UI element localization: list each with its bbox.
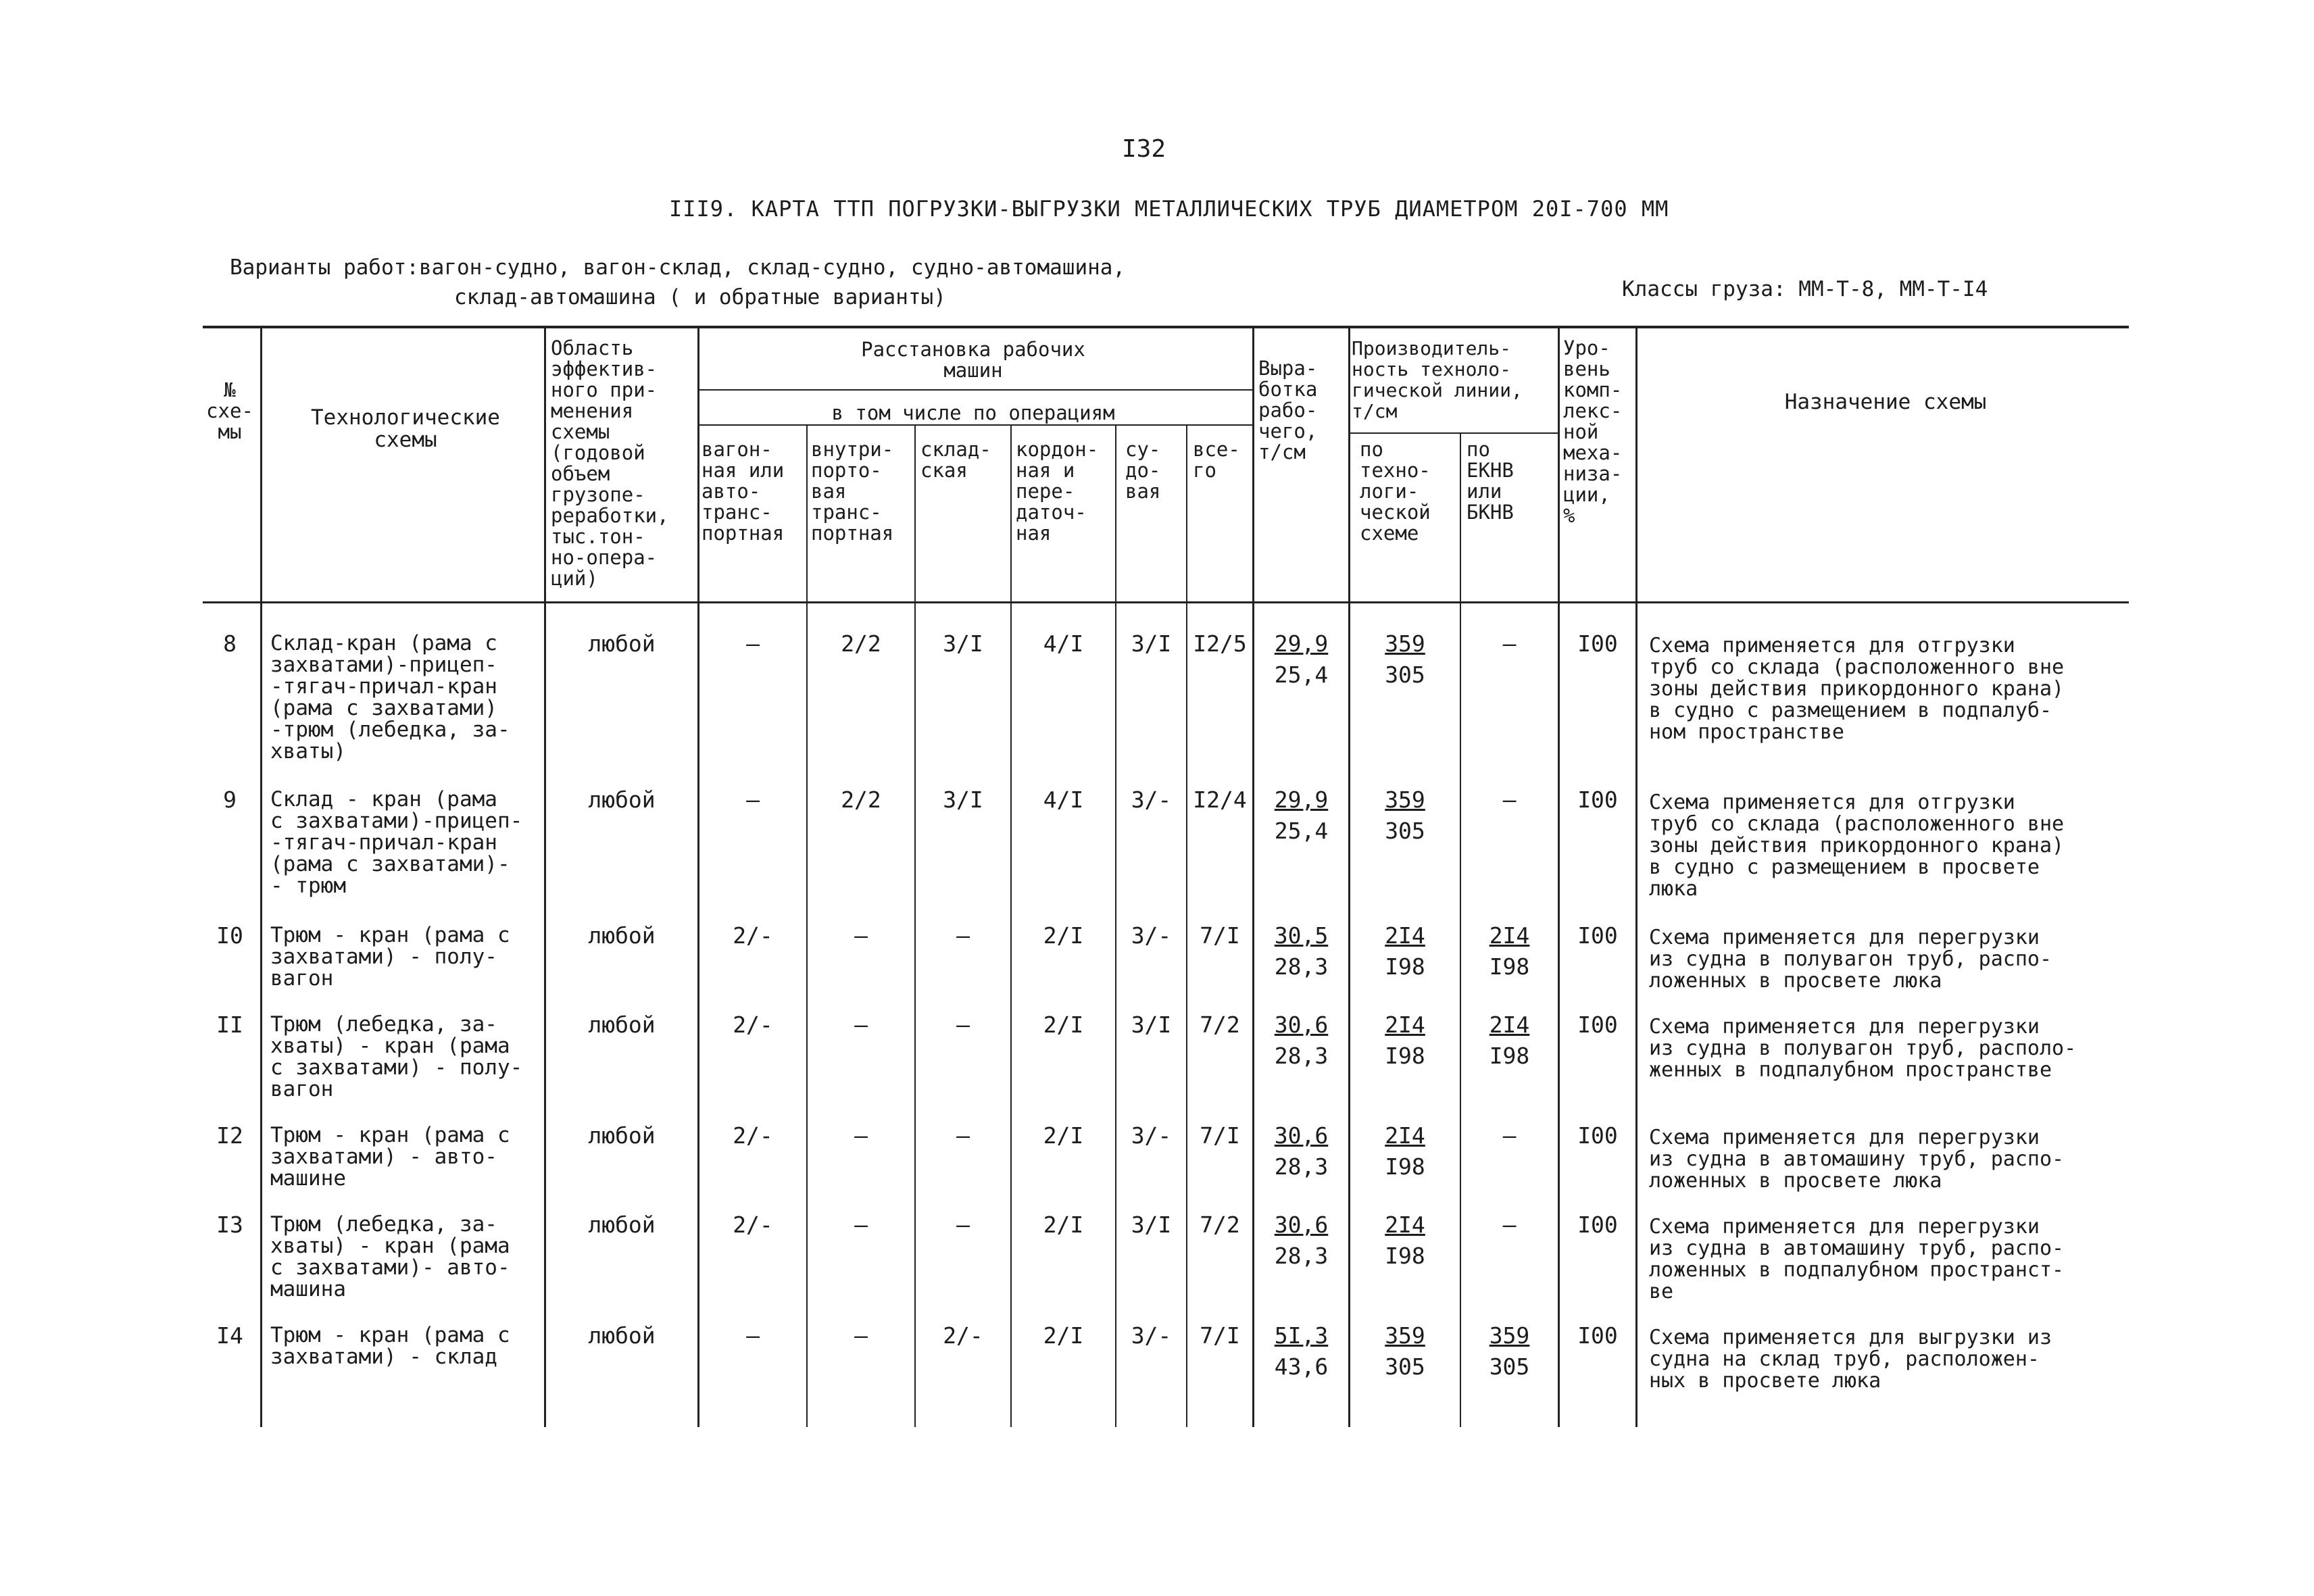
header-prod-by-scheme: по техно- логи- ческой схеме [1360, 438, 1431, 545]
row-prod-ekn-2: I98 [1489, 1043, 1530, 1069]
row-area: любой [588, 1122, 656, 1149]
row-mechanization: I00 [1577, 1322, 1618, 1349]
row-op-storage: – [956, 922, 970, 949]
header-scheme-purpose: Назначение схемы [1784, 390, 1987, 414]
row-purpose: Схема применяется для отгрузки труб со склада (расположенного вне зоны действия прикордонного крана) в судно с размещением в подпалуб- ном пространстве [1649, 634, 2065, 744]
row-op-storage: – [956, 1012, 970, 1038]
row-tech-scheme: Склад - кран (рама с захватами)-прицеп- -тягач-причал-кран (рама с захватами)- - трюм [270, 787, 523, 898]
row-prod-ekn-1: – [1502, 787, 1517, 813]
row-op-quay: 2/I [1043, 1012, 1084, 1038]
row-prod-ekn-1: – [1502, 1122, 1517, 1149]
row-op-wagon: 2/- [733, 1122, 773, 1149]
row-output-planned: 30,6 [1274, 1012, 1329, 1038]
page-number: I32 [1122, 135, 1166, 163]
row-purpose: Схема применяется для перегрузки из судна в автомашину труб, распо- ложенных в подпалубном пространст- ве [1649, 1215, 2065, 1303]
row-area: любой [588, 922, 656, 949]
row-op-quay: 2/I [1043, 922, 1084, 949]
row-output-planned: 30,6 [1274, 1212, 1329, 1238]
row-op-storage: 2/- [943, 1322, 983, 1349]
row-op-storage: 3/I [943, 787, 983, 813]
header-machine-placement: Расстановка рабочих машин [861, 338, 1085, 382]
row-output-actual: 43,6 [1274, 1353, 1329, 1380]
row-op-total: I2/4 [1193, 787, 1247, 813]
row-output-planned: 5I,3 [1274, 1322, 1329, 1349]
row-op-intraport: – [854, 1212, 868, 1238]
row-op-quay: 4/I [1043, 630, 1084, 657]
row-op-total: 7/I [1200, 922, 1240, 949]
row-scheme-number: I3 [216, 1212, 243, 1238]
row-output-actual: 28,3 [1274, 953, 1329, 980]
row-op-wagon: 2/- [733, 922, 773, 949]
row-area: любой [588, 1012, 656, 1038]
header-op-ship: су- до- вая [1125, 438, 1161, 503]
row-prod-scheme-1: 359 [1385, 787, 1425, 813]
row-op-ship: 3/I [1131, 1012, 1172, 1038]
row-output-actual: 28,3 [1274, 1043, 1329, 1069]
row-prod-ekn-1: – [1502, 630, 1517, 657]
row-output-actual: 25,4 [1274, 662, 1329, 688]
row-output-actual: 28,3 [1274, 1153, 1329, 1180]
header-op-total: все- го [1193, 438, 1240, 482]
row-tech-scheme: Трюм - кран (рама с захватами) - полу- вагон [270, 923, 510, 991]
row-op-ship: 3/- [1131, 1122, 1172, 1149]
row-area: любой [588, 630, 656, 657]
row-op-total: 7/2 [1200, 1212, 1240, 1238]
row-prod-scheme-1: 359 [1385, 630, 1425, 657]
header-scheme-number: № схе- мы [206, 378, 253, 443]
row-purpose: Схема применяется для перегрузки из судна в полувагон труб, располо- женных в подпалубном пространстве [1649, 1015, 2077, 1082]
row-output-planned: 29,9 [1274, 787, 1329, 813]
row-op-ship: 3/- [1131, 1322, 1172, 1349]
row-op-wagon: 2/- [733, 1212, 773, 1238]
row-op-ship: 3/- [1131, 787, 1172, 813]
row-mechanization: I00 [1577, 1122, 1618, 1149]
row-op-storage: – [956, 1122, 970, 1149]
row-prod-scheme-2: 305 [1385, 662, 1425, 688]
row-op-wagon: – [746, 787, 760, 813]
row-prod-ekn-2: I98 [1489, 953, 1530, 980]
header-line-productivity: Производитель- ность техноло- гической линии, т/см [1352, 337, 1523, 422]
row-prod-scheme-2: I98 [1385, 953, 1425, 980]
row-prod-scheme-1: 2I4 [1385, 922, 1425, 949]
row-output-planned: 30,6 [1274, 1122, 1329, 1149]
row-op-ship: 3/I [1131, 630, 1172, 657]
row-output-actual: 25,4 [1274, 818, 1329, 844]
document-title: III9. КАРТА ТТП ПОГРУЗКИ-ВЫГРУЗКИ МЕТАЛЛИЧЕСКИХ ТРУБ ДИАМЕТРОМ 20I-700 ММ [669, 196, 1669, 222]
table-top-rule [203, 326, 2129, 328]
header-technological-schemes: Технологические схемы [311, 405, 500, 452]
header-mechanization-level: Уро- вень комп- лекс- ной меха- низа- ции, % [1563, 336, 1623, 527]
row-op-intraport: 2/2 [841, 787, 881, 813]
row-op-wagon: – [746, 1322, 760, 1349]
row-tech-scheme: Трюм (лебедка, за- хваты) - кран (рама с захватами) - полу- вагон [270, 1012, 523, 1101]
row-tech-scheme: Трюм (лебедка, за- хваты) - кран (рама с захватами)- авто- машина [270, 1212, 510, 1301]
row-op-ship: 3/- [1131, 922, 1172, 949]
row-op-storage: – [956, 1212, 970, 1238]
row-op-ship: 3/I [1131, 1212, 1172, 1238]
row-area: любой [588, 1212, 656, 1238]
row-op-quay: 4/I [1043, 787, 1084, 813]
row-mechanization: I00 [1577, 1012, 1618, 1038]
row-op-quay: 2/I [1043, 1212, 1084, 1238]
row-prod-scheme-2: I98 [1385, 1153, 1425, 1180]
work-variants-line-2: склад-автомашина ( и обратные варианты) [454, 285, 946, 309]
row-op-intraport: – [854, 922, 868, 949]
row-purpose: Схема применяется для отгрузки труб со склада (расположенного вне зоны действия прикордонного крана) в судно с размещением в просвете люка [1649, 791, 2065, 901]
header-bottom-rule [203, 601, 2129, 603]
row-purpose: Схема применяется для выгрузки из судна на склад труб, расположен- ных в просвете люка [1649, 1326, 2052, 1393]
row-op-quay: 2/I [1043, 1122, 1084, 1149]
header-worker-output: Выра- ботка рабо- чего, т/см [1258, 357, 1318, 464]
header-application-area: Область эффектив- ного при- менения схемы (годовой объем грузопе- реработки, тыс.тон- но-опера- ций) [551, 336, 669, 590]
row-prod-scheme-2: I98 [1385, 1043, 1425, 1069]
row-prod-ekn-1: 359 [1489, 1322, 1530, 1349]
row-prod-scheme-2: 305 [1385, 1353, 1425, 1380]
row-scheme-number: I0 [216, 922, 243, 949]
row-op-storage: 3/I [943, 630, 983, 657]
row-op-total: I2/5 [1193, 630, 1247, 657]
row-op-wagon: 2/- [733, 1012, 773, 1038]
row-prod-ekn-1: 2I4 [1489, 1012, 1530, 1038]
row-scheme-number: 8 [223, 630, 237, 657]
row-tech-scheme: Трюм - кран (рама с захватами) - авто- машине [270, 1123, 510, 1191]
row-prod-ekn-2: 305 [1489, 1353, 1530, 1380]
row-prod-ekn-1: – [1502, 1212, 1517, 1238]
row-prod-scheme-1: 359 [1385, 1322, 1425, 1349]
row-op-total: 7/2 [1200, 1012, 1240, 1038]
row-output-actual: 28,3 [1274, 1243, 1329, 1269]
row-mechanization: I00 [1577, 1212, 1618, 1238]
row-purpose: Схема применяется для перегрузки из судна в автомашину труб, распо- ложенных в просвете люка [1649, 1126, 2065, 1193]
header-op-wagon: вагон- ная или авто- транс- портная [701, 438, 785, 545]
row-op-wagon: – [746, 630, 760, 657]
row-op-quay: 2/I [1043, 1322, 1084, 1349]
row-prod-scheme-1: 2I4 [1385, 1212, 1425, 1238]
row-prod-scheme-2: 305 [1385, 818, 1425, 844]
row-scheme-number: I4 [216, 1322, 243, 1349]
row-prod-ekn-1: 2I4 [1489, 922, 1530, 949]
row-prod-scheme-1: 2I4 [1385, 1122, 1425, 1149]
row-output-planned: 30,5 [1274, 922, 1329, 949]
row-output-planned: 29,9 [1274, 630, 1329, 657]
row-op-intraport: – [854, 1012, 868, 1038]
row-tech-scheme: Трюм - кран (рама с захватами) - склад [270, 1323, 510, 1369]
row-prod-scheme-2: I98 [1385, 1243, 1425, 1269]
header-op-intraport: внутри- порто- вая транс- портная [811, 438, 894, 545]
header-op-quay: кордон- ная и пере- даточ- ная [1016, 438, 1099, 545]
row-scheme-number: 9 [223, 787, 237, 813]
row-op-total: 7/I [1200, 1322, 1240, 1349]
row-purpose: Схема применяется для перегрузки из судна в полувагон труб, распо- ложенных в просвете люка [1649, 926, 2052, 993]
row-op-intraport: – [854, 1322, 868, 1349]
row-op-total: 7/I [1200, 1122, 1240, 1149]
work-variants-line-1: Варианты работ:вагон-судно, вагон-склад, склад-судно, судно-автомашина, [230, 255, 1126, 280]
cargo-classes: Классы груза: ММ-Т-8, ММ-Т-I4 [1622, 277, 1988, 301]
row-tech-scheme: Склад-кран (рама с захватами)-прицеп- -тягач-причал-кран (рама с захватами) -трюм (лебедка, за- хваты) [270, 631, 510, 764]
header-incl-operations: в том числе по операциям [831, 401, 1115, 424]
row-op-intraport: – [854, 1122, 868, 1149]
row-mechanization: I00 [1577, 922, 1618, 949]
row-prod-scheme-1: 2I4 [1385, 1012, 1425, 1038]
row-mechanization: I00 [1577, 787, 1618, 813]
row-area: любой [588, 787, 656, 813]
row-op-intraport: 2/2 [841, 630, 881, 657]
header-op-storage: склад- ская [920, 438, 991, 482]
row-mechanization: I00 [1577, 630, 1618, 657]
header-prod-by-ekn: по ЕКНВ или БКНВ [1467, 438, 1514, 524]
row-scheme-number: I2 [216, 1122, 243, 1149]
row-area: любой [588, 1322, 656, 1349]
row-scheme-number: II [216, 1012, 243, 1038]
